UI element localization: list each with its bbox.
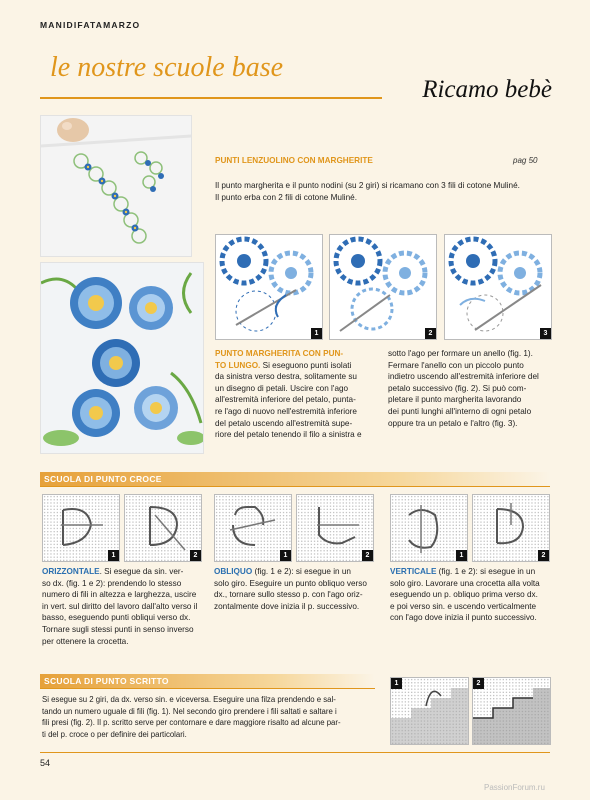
text-line: dei punti lunghi all'interno di ogni petalo [388, 406, 532, 416]
text-line: solo giro. Lavorare una crocetta alla volta [390, 578, 540, 588]
daisies-photo [40, 262, 204, 454]
backstitch-diagram [473, 678, 550, 744]
daisy-stitch-fig-2 [329, 234, 437, 340]
daisy-stitch-subtitle: PUNTO MARGHERITA CON PUN- [215, 349, 344, 358]
daisy-stitch-subtitle: TO LUNGO. [215, 360, 261, 370]
figure-number: 2 [425, 328, 436, 339]
text-line: dx., tornare sullo stesso p. con l'ago oriz- [214, 590, 363, 600]
text-line: indietro uscendo all'estremità inferiore del [388, 372, 539, 382]
text-line: petalo successivo (fig. 2). Si può com- [388, 383, 527, 393]
figure-number: 1 [280, 550, 291, 561]
horizontal-cross-fig-1 [42, 494, 120, 562]
text-line: (fig. 1 e 2): si esegue in un [252, 567, 351, 576]
backstitch-band-title: SCUOLA DI PUNTO SCRITTO [44, 676, 169, 686]
magazine-prefix: MANIDIFATA [40, 20, 104, 30]
text-line: re l'ago di nuovo nell'estremità inferiore [215, 406, 357, 416]
text-line: zontalmente dove inizia il p. successivo. [214, 601, 360, 611]
magazine-month: MARZO [103, 20, 141, 30]
vertical-title: VERTICALE [390, 567, 437, 576]
text-line: Tornare sugli stessi punti in senso inverso [42, 624, 194, 634]
daisy-stitch-column-2 [388, 348, 550, 429]
vertical-cross-text [390, 566, 552, 624]
text-line: con l'ago dove inizia il punto successivo. [390, 613, 537, 623]
oblique-cross-fig-2 [296, 494, 374, 562]
page-reference: pag 50 [513, 156, 538, 165]
figure-number: 2 [538, 550, 549, 561]
sheet-photo [40, 115, 192, 257]
band-rule [40, 486, 550, 487]
backstitch-diagram [391, 678, 468, 744]
text-line: basso, eseguendo punti obliqui verso dx. [42, 613, 191, 623]
figure-number: 1 [391, 678, 402, 689]
band-rule [40, 688, 375, 689]
text-line: all'estremità inferiore del petalo, punta- [215, 395, 356, 405]
text-line: del petalo uscendo all'estremità supe- [215, 418, 353, 428]
daisy-stitch-fig-1 [215, 234, 323, 340]
lenzuolino-intro [215, 180, 550, 203]
section-title: le nostre scuole base [50, 52, 284, 83]
text-line: numero di fili in altezza e larghezza, uscire [42, 590, 197, 600]
sheet-embroidery-illustration [41, 116, 191, 256]
footer-rule [40, 752, 550, 753]
text-line: pletare il punto margherita lavorando [388, 395, 522, 405]
figure-number: 2 [473, 678, 484, 689]
text-line: so dx. (fig. 1 e 2): prendendo lo stesso [42, 578, 182, 588]
text-line: un disegno di petali. Uscire con l'ago [215, 383, 349, 393]
oblique-cross-text [214, 566, 379, 612]
daisy-stitch-fig-3 [444, 234, 552, 340]
backstitch-fig-1 [390, 677, 469, 745]
backstitch-text [42, 694, 382, 740]
text-line: oppure tra un petalo e l'altro (fig. 3). [388, 418, 518, 428]
text-line: tando un numero uguale di fili (fig. 1). Nel secondo giro prendere i fili saltati e saltare i [42, 706, 337, 716]
figure-number: 1 [108, 550, 119, 561]
text-line: . Si esegue da sin. ver- [99, 567, 184, 576]
lenzuolino-title: PUNTI LENZUOLINO CON MARGHERITE [215, 156, 373, 165]
magazine-name [40, 20, 140, 30]
vertical-cross-fig-1 [390, 494, 468, 562]
text-line: solo giro. Eseguire un punto obliquo verso [214, 578, 367, 588]
daisy-stitch-diagram-2 [330, 235, 436, 339]
text-line: Si eseguono punti isolati [260, 360, 352, 370]
cross-stitch-band [40, 472, 550, 486]
figure-number: 2 [362, 550, 373, 561]
text-line: in vert. sul diritto del lavoro dall'alto verso il [42, 601, 198, 611]
horizontal-title: ORIZZONTALE [42, 567, 100, 576]
text-line: fili presi (fig. 2). Il p. scritto serve per contornare e dare maggiore risalto ad alcune par- [42, 718, 341, 727]
intro-line: Il punto erba con 2 fili di cotone Muliné. [215, 192, 358, 202]
text-line: Si esegue su 2 giri, da dx. verso sin. e viceversa. Eseguire una filza prendendo e sal- [42, 695, 336, 704]
intro-line: Il punto margherita e il punto nodini (su 2 giri) si ricamano con 3 fili di cotone Muliné. [215, 181, 520, 190]
backstitch-band [40, 674, 375, 688]
text-line: sotto l'ago per formare un anello (fig. 1). [388, 349, 533, 358]
figure-number: 2 [190, 550, 201, 561]
vertical-cross-fig-2 [472, 494, 550, 562]
text-line: (fig. 1 e 2): si esegue in un [436, 567, 536, 576]
figure-number: 3 [540, 328, 551, 339]
text-line: Fermare l'anello con un piccolo punto [388, 360, 524, 370]
text-line: da sinistra verso destra, solitamente su [215, 372, 357, 382]
text-line: riore del petalo tenendo il filo a sinistra e [215, 430, 362, 440]
text-line: per ottenere la crocetta. [42, 636, 129, 646]
text-line: eseguendo un p. obliquo prima verso dx. [390, 590, 538, 600]
oblique-cross-fig-1 [214, 494, 292, 562]
backstitch-fig-2 [472, 677, 551, 745]
text-line: e poi verso sin. e uscendo verticalmente [390, 601, 537, 611]
page-number: 54 [40, 758, 51, 768]
cross-stitch-band-title: SCUOLA DI PUNTO CROCE [44, 474, 162, 484]
horizontal-cross-fig-2 [124, 494, 202, 562]
oblique-title: OBLIQUO [214, 567, 253, 576]
text-line: ti del p. croce o per definire dei particolari. [42, 729, 187, 739]
page-title: Ricamo bebè [382, 76, 556, 102]
watermark: PassionForum.ru [484, 783, 545, 792]
daisy-stitch-diagram-3 [445, 235, 551, 339]
daisy-stitch-diagram-1 [216, 235, 322, 339]
figure-number: 1 [456, 550, 467, 561]
daisy-stitch-column-1 [215, 348, 383, 441]
figure-number: 1 [311, 328, 322, 339]
daisies-embroidery-illustration [41, 263, 203, 453]
horizontal-cross-text [42, 566, 207, 647]
